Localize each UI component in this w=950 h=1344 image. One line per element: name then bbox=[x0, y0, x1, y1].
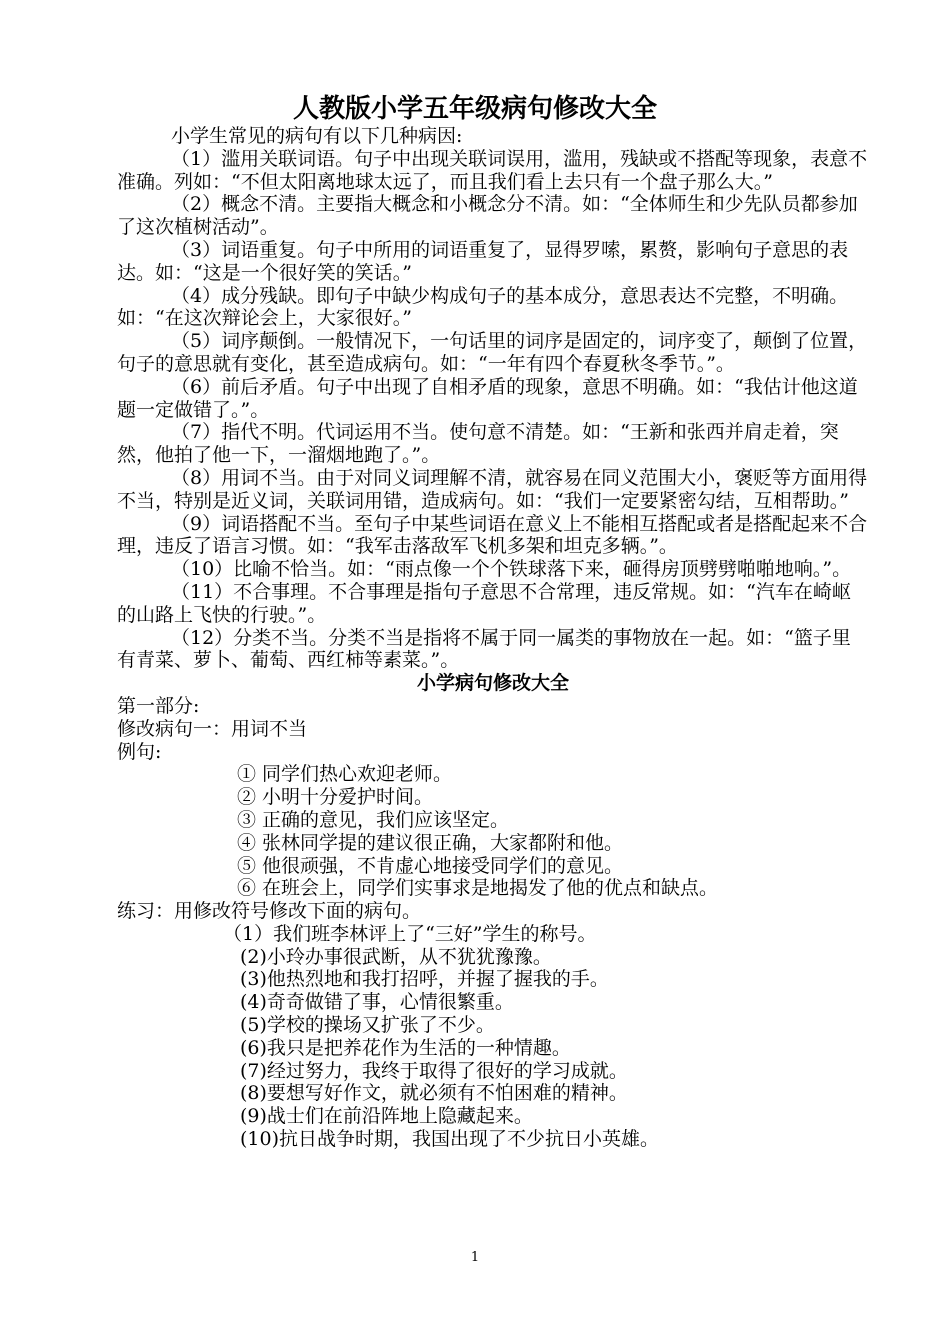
document-title: 人教版小学五年级病句修改大全 bbox=[292, 94, 657, 124]
cause-paragraph: （4）成分残缺。即句子中缺少构成句子的基本成分，意思表达不完整，不明确。如：“在这次辩论会上，大家很好。” bbox=[117, 284, 849, 330]
practice-item: (10)抗日战争时期，我国出现了不少抗日小英雄。 bbox=[240, 1128, 660, 1151]
intro-paragraph: 小学生常见的病句有以下几种病因: bbox=[171, 125, 463, 147]
part-label: 第一部分: bbox=[117, 694, 200, 717]
cause-paragraph: （3）词语重复。句子中所用的词语重复了，显得罗嗦，累赘，影响句子意思的表达。如：“这是一个很好笑的笑话。” bbox=[117, 238, 849, 284]
example-sentence: ① 同学们热心欢迎老师。 bbox=[237, 763, 453, 786]
practice-item: (7)经过努力，我终于取得了很好的学习成就。 bbox=[240, 1059, 628, 1082]
example-sentence: ② 小明十分爱护时间。 bbox=[237, 786, 434, 809]
practice-item: (4)奇奇做错了事，心情很繁重。 bbox=[240, 991, 514, 1014]
cause-paragraph: （12）分类不当。分类不当是指将不属于同一属类的事物放在一起。如：“篮子里有青菜、萝卜、葡萄、西红柿等素菜。”。 bbox=[117, 626, 851, 672]
page-number: 1 bbox=[470, 1250, 480, 1265]
practice-label: 练习：用修改符号修改下面的病句。 bbox=[117, 900, 422, 923]
practice-item: (6)我只是把养花作为生活的一种情趣。 bbox=[240, 1036, 571, 1059]
cause-paragraph: （5）词序颠倒。一般情况下，一句话里的词序是固定的，词序变了，颠倒了位置，句子的意思就有变化，甚至造成病句。如：“一年有四个春夏秋冬季节。”。 bbox=[117, 330, 868, 375]
example-sentence: ③ 正确的意见，我们应该坚定。 bbox=[237, 808, 510, 831]
practice-item: （1）我们班李林评上了“三好”学生的称号。 bbox=[223, 922, 597, 945]
section-title: 小学病句修改大全 bbox=[416, 672, 569, 695]
cause-paragraph: （9）词语搭配不当。至句子中某些词语在意义上不能相互搭配或者是搭配起来不合理，违反了语言习惯。如：“我军击落敌军飞机多架和坦克多辆。”。 bbox=[117, 512, 868, 558]
example-label: 例句: bbox=[117, 740, 162, 763]
practice-item: (8)要想写好作文，就必须有不怕困难的精神。 bbox=[240, 1082, 628, 1105]
cause-paragraph: （11）不合事理。不合事理是指句子意思不合常理，违反常规。如：“汽车在崎岖的山路上飞快的行驶。”。 bbox=[117, 580, 851, 626]
example-sentence: ⑥ 在班会上，同学们实事求是地揭发了他的优点和缺点。 bbox=[237, 877, 719, 900]
cause-paragraph: （6）前后矛盾。句子中出现了自相矛盾的现象，意思不明确。如：“我估计他这道题一定做错了。”。 bbox=[117, 375, 858, 421]
cause-paragraph: （7）指代不明。代词运用不当。使句意不清楚。如：“王新和张西并肩走着，突然，他拍了他一下，一溜烟地跑了。”。 bbox=[117, 421, 839, 467]
practice-item: (3)他热烈地和我打招呼，并握了握我的手。 bbox=[240, 968, 609, 991]
cause-paragraph: （2）概念不清。主要指大概念和小概念分不清。如：“全体师生和少先队员都参加了这次植树活动”。 bbox=[117, 193, 858, 239]
cause-paragraph: （1）滥用关联词语。句子中出现关联词误用，滥用，残缺或不搭配等现象，表意不准确。列如：“不但太阳离地球太远了，而且我们看上去只有一个盘子那么大。” bbox=[117, 147, 868, 193]
practice-item: (9)战士们在前沿阵地上隐藏起来。 bbox=[240, 1105, 533, 1128]
example-sentence: ⑤ 他很顽强，不肯虚心地接受同学们的意见。 bbox=[237, 854, 624, 877]
section-heading: 修改病句一：用词不当 bbox=[117, 717, 308, 740]
example-sentence: ④ 张林同学提的建议很正确，大家都附和他。 bbox=[237, 831, 624, 854]
cause-paragraph: （8）用词不当。由于对同义词理解不清，就容易在同义范围大小，褒贬等方面用得不当，特别是近义词，关联词用错，造成病句。如：“我们一定要紧密勾结，互相帮助。” bbox=[117, 466, 868, 512]
cause-paragraph: （10）比喻不恰当。如：“雨点像一个个铁球落下来，砸得房顶劈劈啪啪地响。”。 bbox=[171, 558, 852, 581]
document-body bbox=[117, 125, 869, 1151]
practice-item: (2)小玲办事很武断，从不犹犹豫豫。 bbox=[240, 945, 552, 968]
practice-item: (5)学校的操场又扩张了不少。 bbox=[240, 1014, 495, 1037]
